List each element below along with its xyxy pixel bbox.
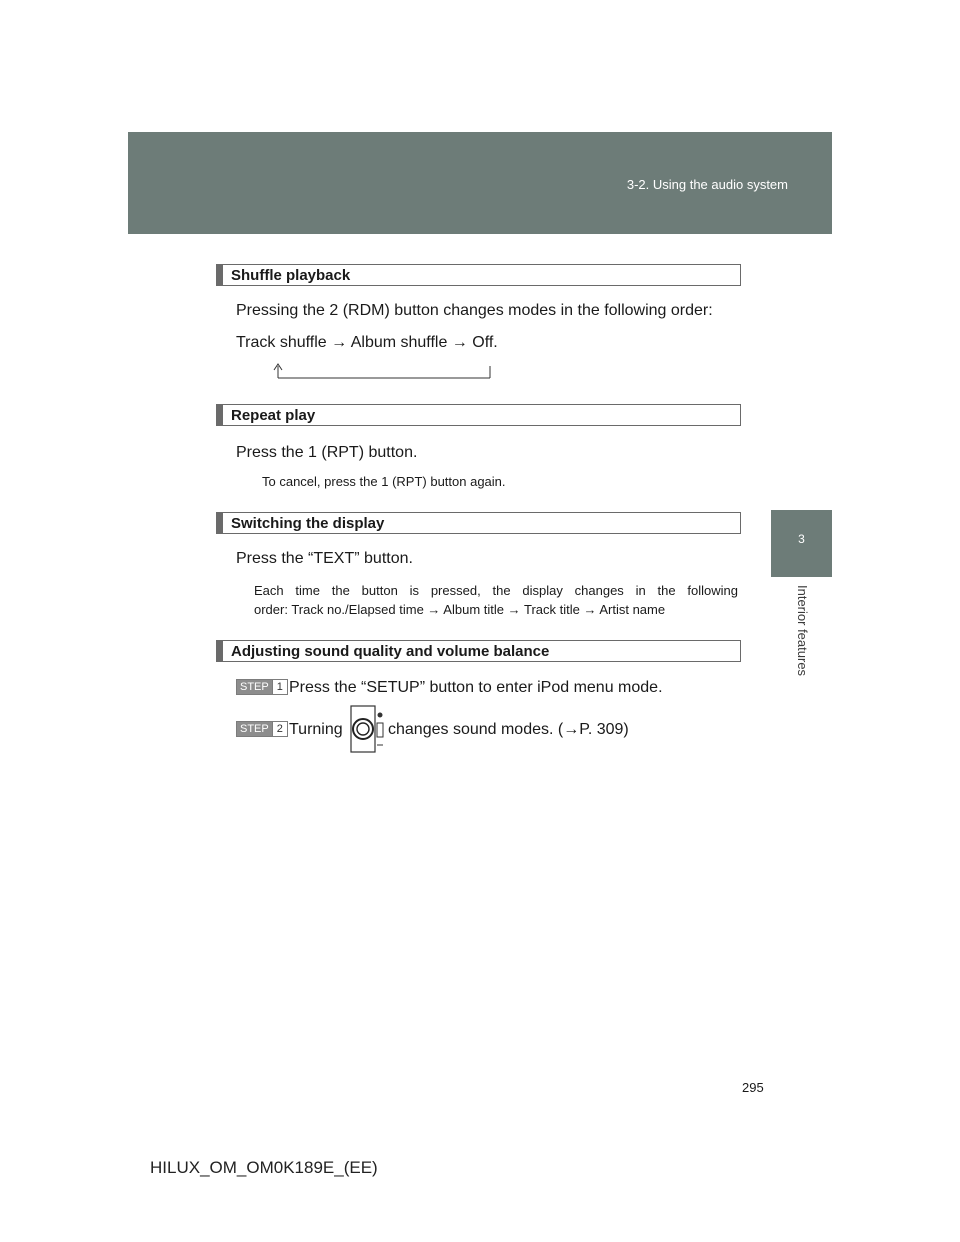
header-band — [128, 132, 832, 234]
sound-heading: Adjusting sound quality and volume balance — [216, 640, 741, 662]
shuffle-text: Pressing the 2 (RDM) button changes modes in the following order: — [236, 302, 713, 319]
page-number: 295 — [742, 1080, 764, 1095]
shuffle-heading: Shuffle playback — [216, 264, 741, 286]
cycle-return-arrow-icon — [268, 360, 498, 384]
step-2-number: 2 — [272, 722, 287, 736]
chapter-number: 3 — [798, 532, 805, 546]
display-note-line2: order: Track no./Elapsed time → Album title → Track title → Artist name — [254, 602, 666, 617]
display-note-line1: Each time the button is pressed, the display changes in the following — [254, 583, 738, 598]
repeat-text: Press the 1 (RPT) button. — [236, 444, 418, 461]
display-text: Press the “TEXT” button. — [236, 550, 413, 567]
step-2-badge — [236, 721, 288, 737]
repeat-note: To cancel, press the 1 (RPT) button again. — [262, 474, 506, 489]
repeat-heading: Repeat play — [216, 404, 741, 426]
tune-knob-icon — [350, 705, 386, 755]
section-title: 3-2. Using the audio system — [626, 177, 788, 192]
step-1-badge — [236, 679, 288, 695]
chapter-tab — [771, 510, 832, 577]
display-heading: Switching the display — [216, 512, 741, 534]
step-2-text-before: Turning — [289, 721, 343, 738]
step-1-number: 1 — [272, 680, 287, 694]
chapter-label: Interior features — [795, 585, 810, 677]
step-2-text-after: changes sound modes. (→P. 309) — [388, 721, 629, 738]
step-1-text: Press the “SETUP” button to enter iPod menu mode. — [289, 679, 663, 696]
shuffle-sequence: Track shuffle → Album shuffle → Off. — [236, 334, 498, 351]
step-1-word: STEP — [237, 680, 272, 694]
footer-code: HILUX_OM_OM0K189E_(EE) — [150, 1158, 378, 1177]
step-2-word: STEP — [237, 722, 272, 736]
